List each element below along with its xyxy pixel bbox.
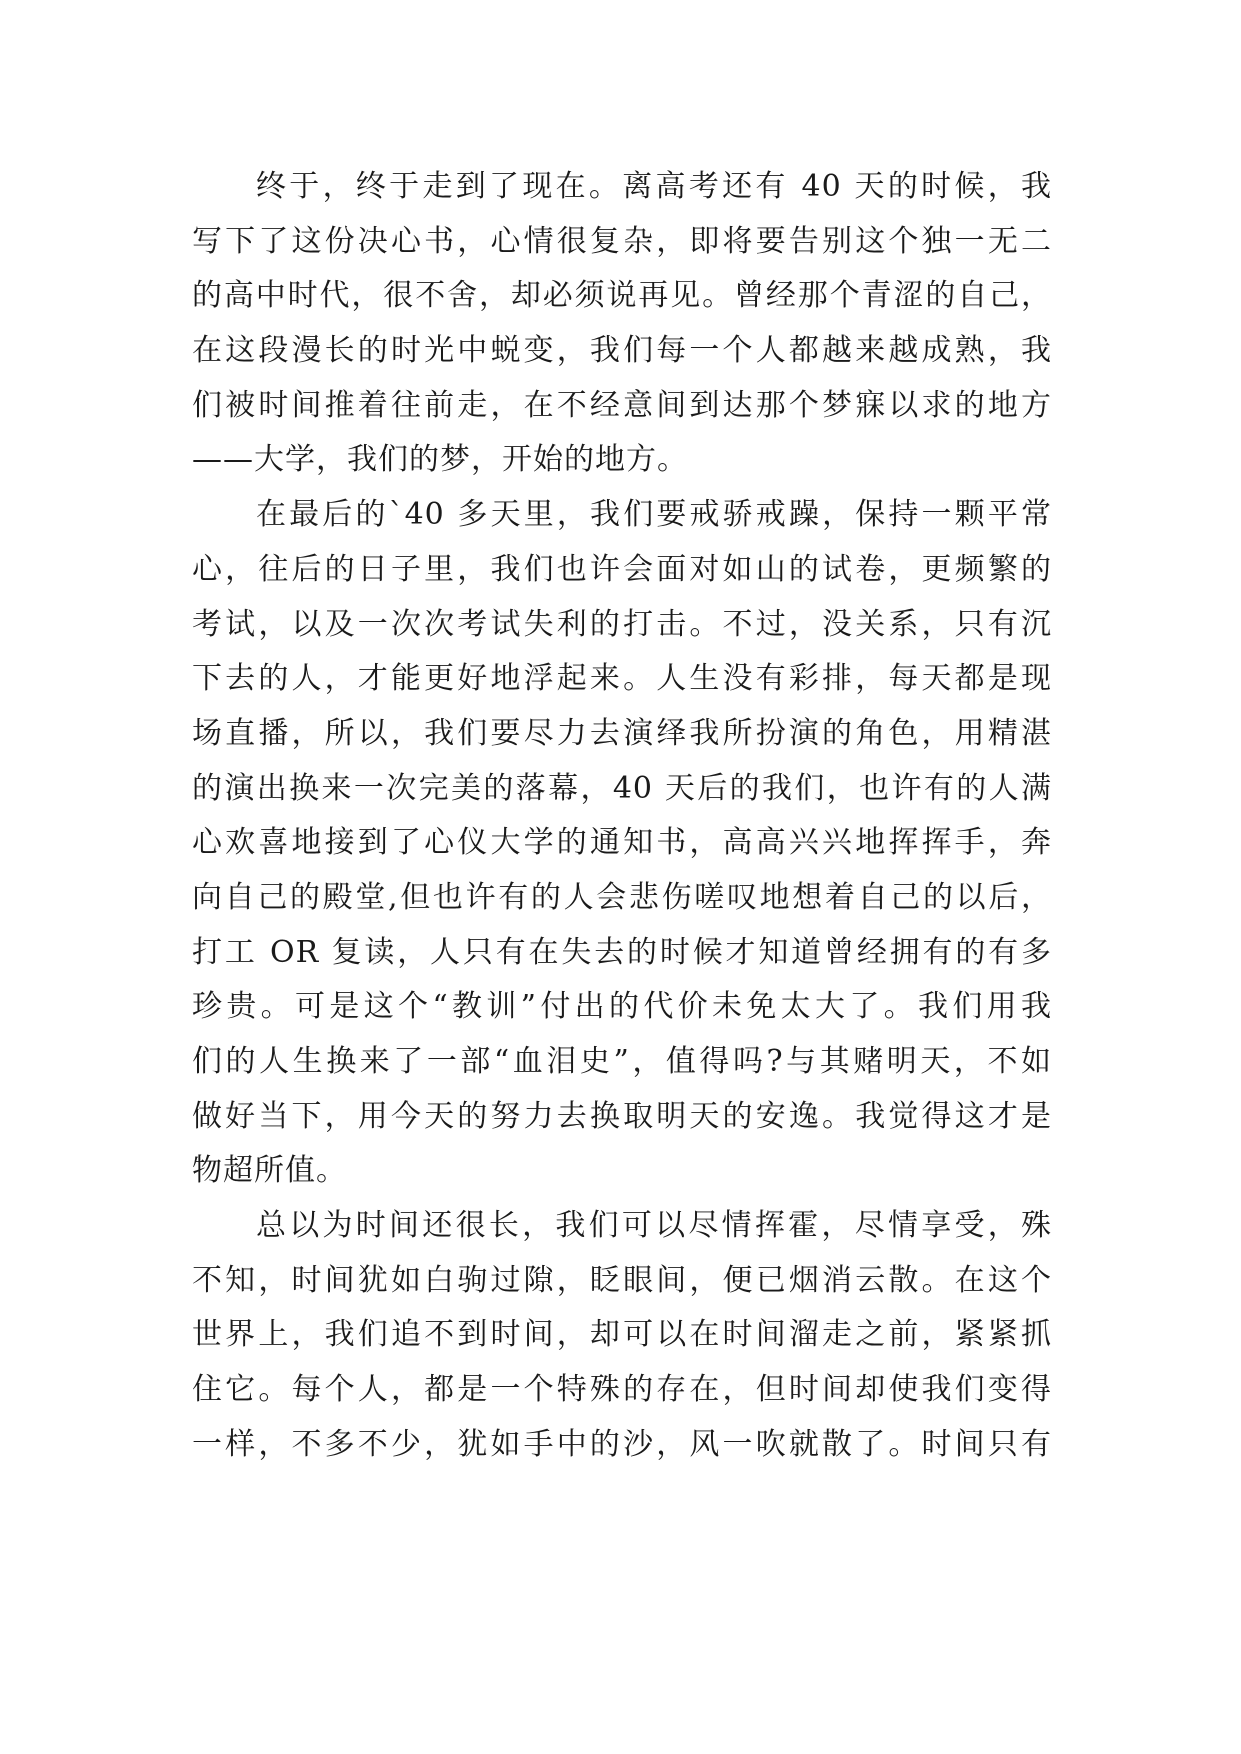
text-line: 做好当下，用今天的努力去换取明天的安逸。我觉得这才是 bbox=[192, 1098, 1052, 1134]
text-line: 写下了这份决心书，心情很复杂，即将要告别这个独一无二 bbox=[192, 223, 1052, 259]
text-line: 心欢喜地接到了心仪大学的通知书，高高兴兴地挥挥手，奔 bbox=[192, 825, 1052, 861]
paragraph-1 bbox=[192, 160, 1052, 488]
text-line: 世界上，我们追不到时间，却可以在时间溜走之前，紧紧抓 bbox=[192, 1317, 1052, 1353]
text-line: 心，往后的日子里，我们也许会面对如山的试卷，更频繁的 bbox=[192, 551, 1052, 587]
body-text bbox=[192, 160, 1052, 1473]
paragraph-3 bbox=[192, 1199, 1052, 1472]
text-line: 总以为时间还很长，我们可以尽情挥霍，尽情享受，殊 bbox=[256, 1208, 1052, 1244]
text-line: 住它。每个人，都是一个特殊的存在，但时间却使我们变得 bbox=[192, 1372, 1052, 1408]
paragraph-2 bbox=[192, 488, 1052, 1199]
text-line: 打工 OR 复读，人只有在失去的时候才知道曾经拥有的有多 bbox=[192, 934, 1052, 970]
text-line: 考试，以及一次次考试失利的打击。不过，没关系，只有沉 bbox=[192, 606, 1052, 642]
text-line: 在这段漫长的时光中蜕变，我们每一个人都越来越成熟，我 bbox=[192, 333, 1052, 369]
text-line: 场直播，所以，我们要尽力去演绎我所扮演的角色，用精湛 bbox=[192, 715, 1052, 751]
text-line: 一样，不多不少，犹如手中的沙，风一吹就散了。时间只有 bbox=[192, 1426, 1052, 1462]
text-line: 们的人生换来了一部“血泪史”，值得吗?与其赌明天，不如 bbox=[192, 1044, 1052, 1079]
text-line: 在最后的`40 多天里，我们要戒骄戒躁，保持一颗平常 bbox=[256, 497, 1052, 533]
text-line: 向自己的殿堂,但也许有的人会悲伤嗟叹地想着自己的以后， bbox=[192, 879, 1052, 915]
text-line: 们被时间推着往前走，在不经意间到达那个梦寐以求的地方 bbox=[192, 387, 1052, 423]
text-line: ——大学，我们的梦，开始的地方。 bbox=[192, 442, 688, 478]
text-line: 不知，时间犹如白驹过隙，眨眼间，便已烟消云散。在这个 bbox=[192, 1262, 1052, 1298]
text-line: 的演出换来一次完美的落幕，40 天后的我们，也许有的人满 bbox=[192, 770, 1052, 806]
text-line: 的高中时代，很不舍，却必须说再见。曾经那个青涩的自己， bbox=[192, 278, 1052, 314]
text-line: 终于，终于走到了现在。离高考还有 40 天的时候，我 bbox=[256, 169, 1052, 204]
text-line: 珍贵。可是这个“教训”付出的代价未免太大了。我们用我 bbox=[192, 989, 1052, 1025]
text-line: 下去的人，才能更好地浮起来。人生没有彩排，每天都是现 bbox=[192, 661, 1052, 697]
text-line: 物超所值。 bbox=[192, 1153, 347, 1189]
